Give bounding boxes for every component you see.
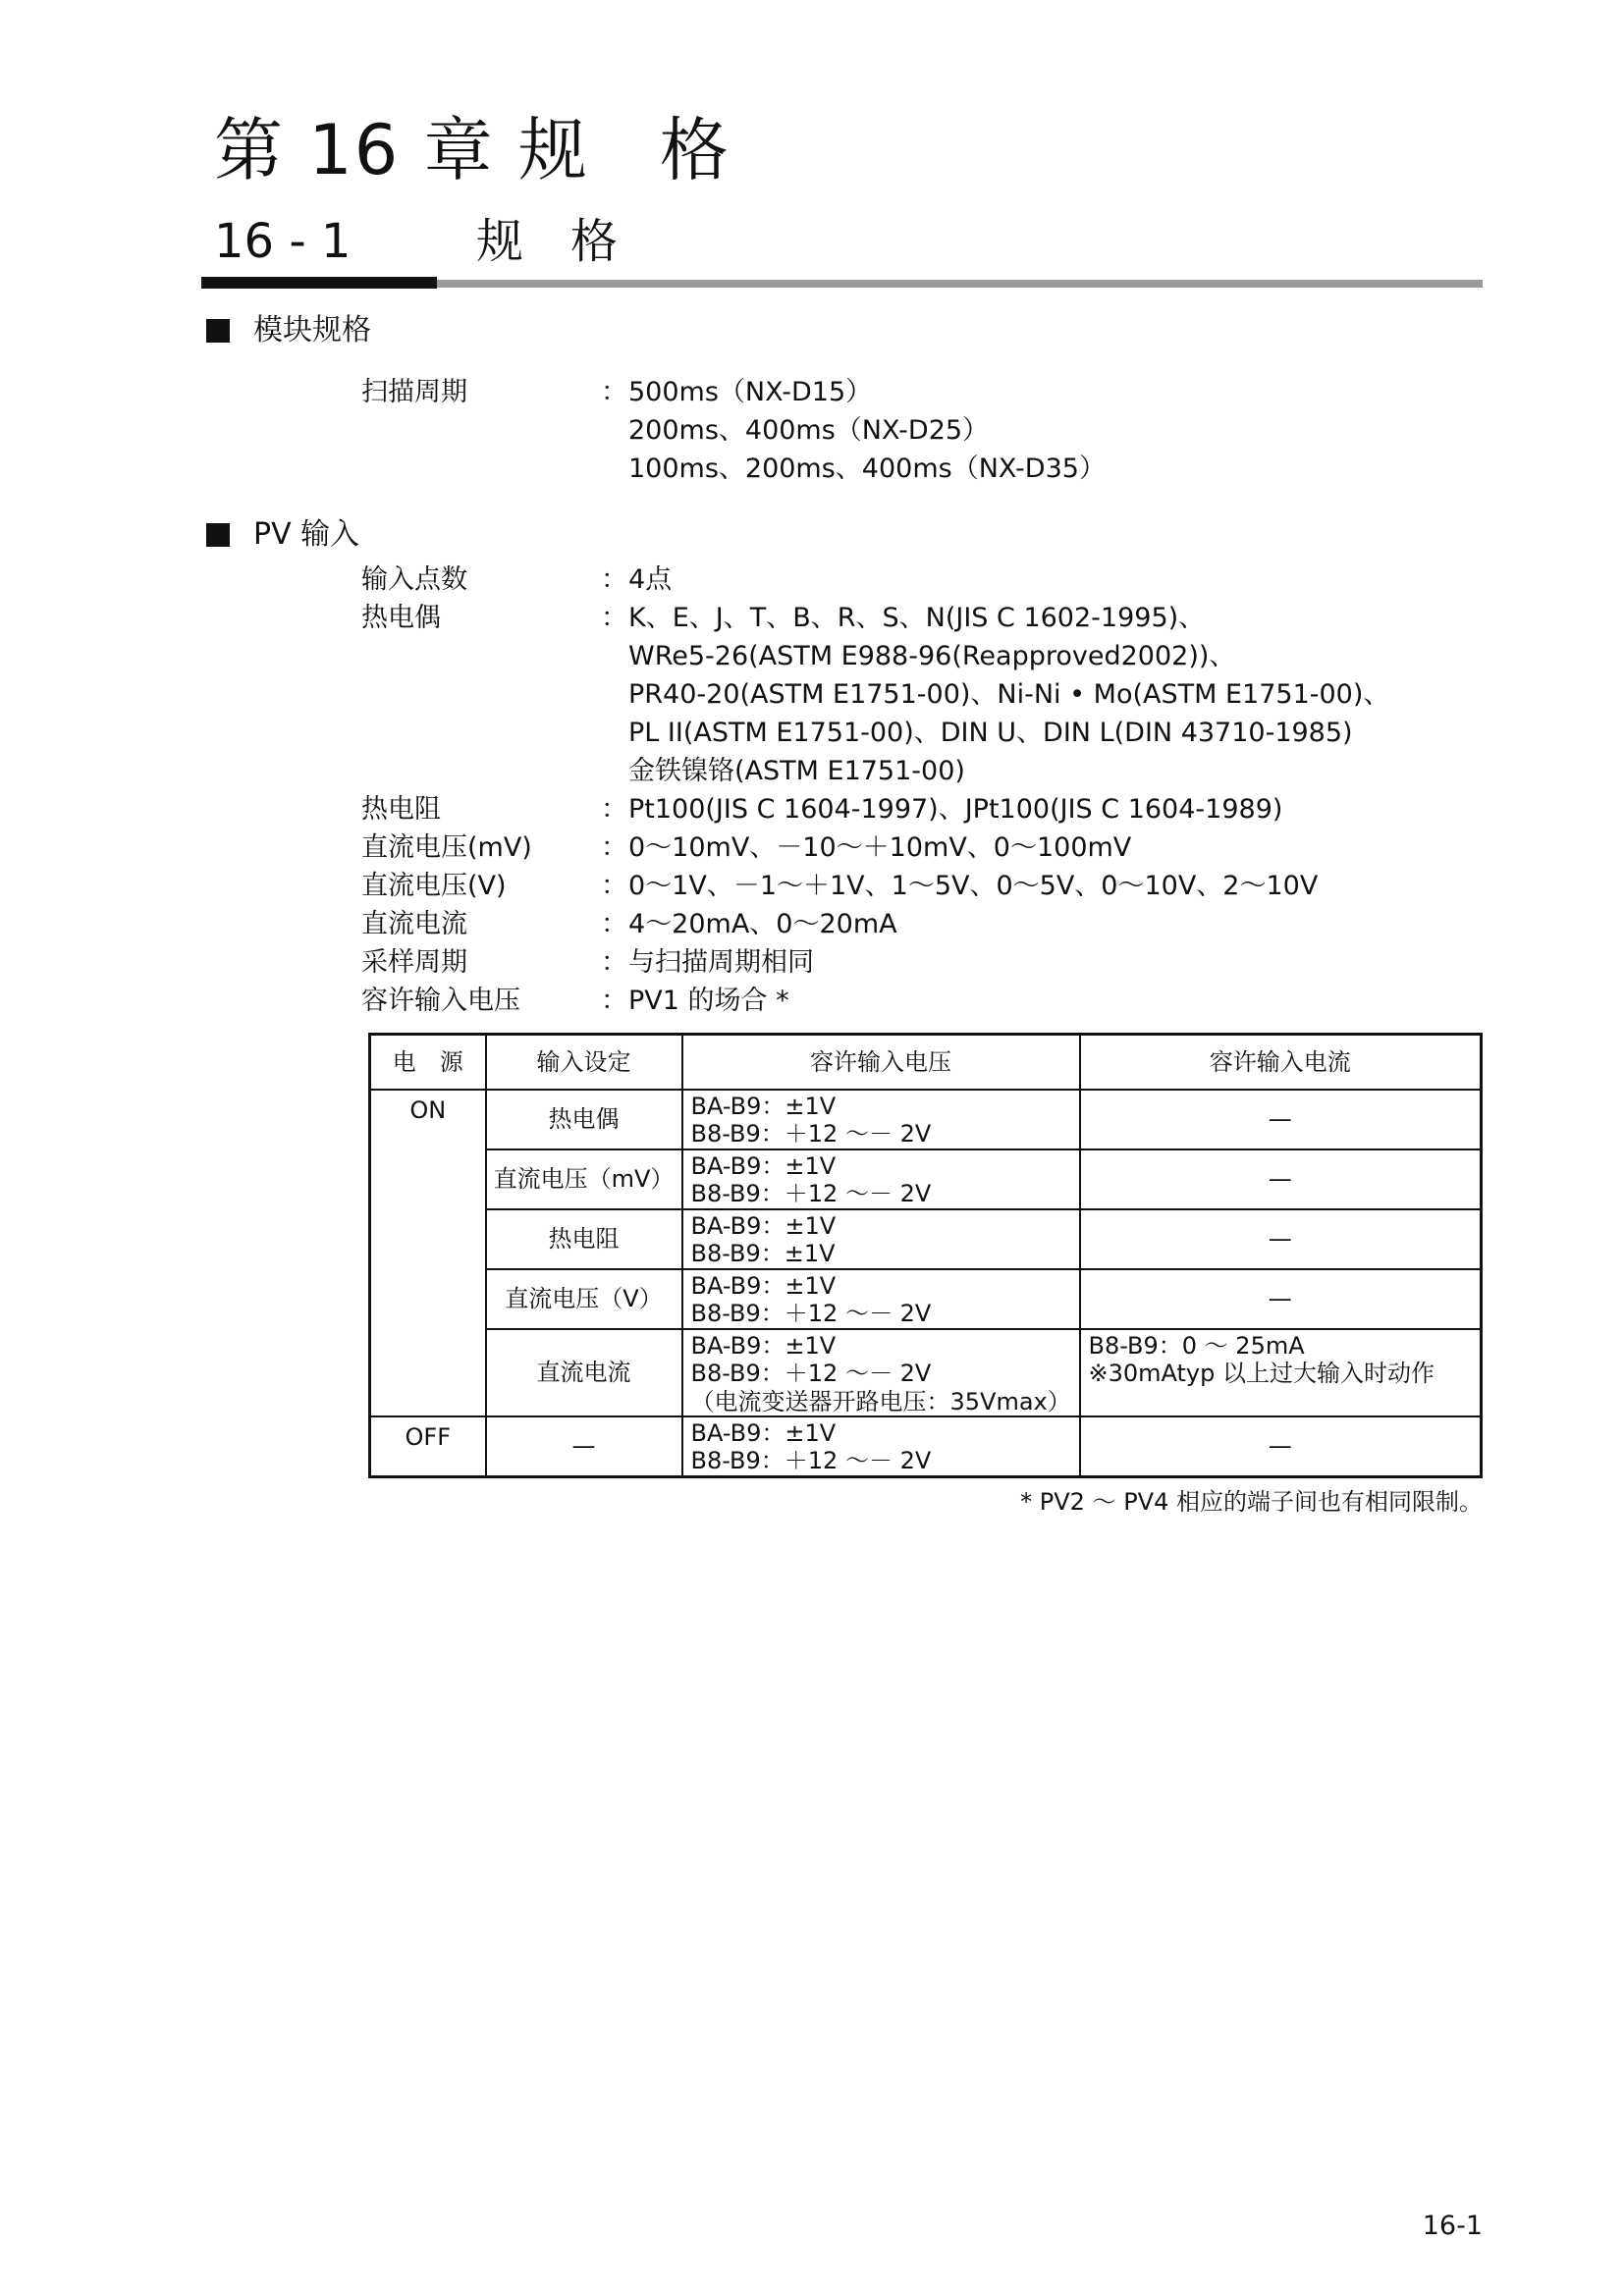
- voltage-line: BA-B9：±1V: [690, 1152, 837, 1180]
- sampling-period-label: 采样周期: [361, 947, 467, 978]
- module-spec-heading-text: 模块规格: [253, 313, 371, 347]
- table-header-row: [370, 1035, 1482, 1091]
- header-power: 电 源: [370, 1035, 486, 1091]
- current-cell: —: [1080, 1149, 1482, 1209]
- dc-v-label: 直流电压(V): [361, 871, 507, 901]
- table-row: [370, 1149, 1482, 1209]
- thermocouple-value: 金铁镍铬(ASTM E1751-00): [628, 756, 965, 786]
- spec-colon: ：: [601, 603, 627, 633]
- current-cell: —: [1080, 1416, 1482, 1476]
- spec-colon: ：: [601, 794, 627, 825]
- section-title: 规 格: [476, 214, 619, 269]
- pv-input-heading: [206, 517, 360, 552]
- voltage-line: BA-B9：±1V: [690, 1093, 837, 1120]
- section-number: 16 - 1: [214, 214, 352, 269]
- table-row: [370, 1209, 1482, 1269]
- current-line: ※30mAtyp 以上过大输入时动作: [1088, 1360, 1435, 1388]
- scan-period-label: 扫描周期: [361, 377, 467, 407]
- thermocouple-value: PR40-20(ASTM E1751-00)、Ni-Ni • Mo(ASTM E1751-00)、: [628, 679, 1390, 710]
- voltage-cell: [682, 1329, 1080, 1416]
- spec-colon: ：: [601, 832, 627, 863]
- table-row: [370, 1090, 1482, 1149]
- square-bullet-icon: [206, 319, 230, 343]
- power-off-cell: OFF: [370, 1416, 486, 1476]
- rtd-value: Pt100(JIS C 1604-1997)、JPt100(JIS C 1604-1989): [628, 794, 1283, 825]
- voltage-line: BA-B9：±1V: [690, 1419, 837, 1447]
- input-points-label: 输入点数: [361, 564, 467, 595]
- voltage-line: B8-B9：＋12 ～－ 2V: [690, 1300, 932, 1328]
- pv-input-heading-text: PV 输入: [253, 517, 360, 552]
- allowable-voltage-label: 容许输入电压: [361, 986, 520, 1016]
- header-allowable-current: 容许输入电流: [1080, 1035, 1482, 1091]
- voltage-line: BA-B9：±1V: [690, 1332, 837, 1360]
- voltage-cell: [682, 1209, 1080, 1269]
- voltage-cell: [682, 1149, 1080, 1209]
- header-input-setting: 输入设定: [486, 1035, 682, 1091]
- current-cell: —: [1080, 1269, 1482, 1329]
- thermocouple-value: K、E、J、T、B、R、S、N(JIS C 1602-1995)、: [628, 603, 1206, 633]
- spec-colon: ：: [601, 947, 627, 978]
- mode-cell: 直流电流: [486, 1329, 682, 1416]
- thermocouple-label: 热电偶: [361, 603, 441, 633]
- page-number: 16-1: [1422, 2211, 1483, 2241]
- mode-cell: 热电偶: [486, 1090, 682, 1149]
- allowable-input-table: [368, 1033, 1483, 1478]
- voltage-cell: [682, 1090, 1080, 1149]
- input-points-value: 4点: [628, 564, 673, 595]
- scan-period-value: 100ms、200ms、400ms（NX-D35）: [628, 454, 1106, 484]
- section-rule-black: [201, 277, 437, 289]
- voltage-line: BA-B9：±1V: [690, 1212, 837, 1240]
- spec-colon: ：: [601, 564, 627, 595]
- current-cell: —: [1080, 1209, 1482, 1269]
- scan-period-value: 200ms、400ms（NX-D25）: [628, 415, 990, 446]
- dc-mv-label: 直流电压(mV): [361, 832, 532, 863]
- voltage-line: （电流变送器开路电压：35Vmax）: [690, 1387, 1071, 1415]
- dc-mv-value: 0～10mV、－10～＋10mV、0～100mV: [628, 832, 1132, 863]
- table-footnote: * PV2 ～ PV4 相应的端子间也有相同限制。: [1020, 1488, 1483, 1516]
- voltage-line: B8-B9：＋12 ～－ 2V: [690, 1180, 932, 1208]
- dc-ma-label: 直流电流: [361, 909, 467, 939]
- mode-cell: 热电阻: [486, 1209, 682, 1269]
- table-row: [370, 1269, 1482, 1329]
- mode-cell: 直流电压（V）: [486, 1269, 682, 1329]
- voltage-line: B8-B9：±1V: [690, 1240, 836, 1268]
- dc-v-value: 0～1V、－1～＋1V、1～5V、0～5V、0～10V、2～10V: [628, 871, 1319, 901]
- current-line: B8-B9：0 ～ 25mA: [1088, 1332, 1305, 1360]
- voltage-line: B8-B9：＋12 ～－ 2V: [690, 1447, 932, 1475]
- table-row: [370, 1416, 1482, 1476]
- mode-cell: 直流电压（mV）: [486, 1149, 682, 1209]
- voltage-cell: [682, 1416, 1080, 1476]
- mode-cell: —: [486, 1416, 682, 1476]
- spec-colon: ：: [601, 377, 627, 407]
- voltage-cell: [682, 1269, 1080, 1329]
- current-cell: [1080, 1329, 1482, 1416]
- spec-colon: ：: [601, 871, 627, 901]
- voltage-line: B8-B9：＋12 ～－ 2V: [690, 1120, 932, 1148]
- header-allowable-voltage: 容许输入电压: [682, 1035, 1080, 1091]
- allowable-voltage-value: PV1 的场合 *: [628, 986, 789, 1016]
- power-on-cell: ON: [370, 1090, 486, 1416]
- scan-period-value: 500ms（NX-D15）: [628, 377, 873, 407]
- spec-colon: ：: [601, 986, 627, 1016]
- module-spec-heading: [206, 313, 371, 347]
- rtd-label: 热电阻: [361, 794, 441, 825]
- voltage-line: BA-B9：±1V: [690, 1272, 837, 1300]
- thermocouple-value: WRe5-26(ASTM E988-96(Reapproved2002))、: [628, 641, 1236, 671]
- table-row: [370, 1329, 1482, 1416]
- current-cell: —: [1080, 1090, 1482, 1149]
- section-rule-gray: [437, 280, 1483, 288]
- spec-colon: ：: [601, 909, 627, 939]
- thermocouple-value: PL II(ASTM E1751-00)、DIN U、DIN L(DIN 43710-1985): [628, 718, 1353, 748]
- square-bullet-icon: [206, 523, 230, 547]
- chapter-title: 第 16 章 规 格: [214, 110, 731, 190]
- dc-ma-value: 4～20mA、0～20mA: [628, 909, 897, 939]
- sampling-period-value: 与扫描周期相同: [628, 947, 814, 978]
- voltage-line: B8-B9：＋12 ～－ 2V: [690, 1360, 932, 1388]
